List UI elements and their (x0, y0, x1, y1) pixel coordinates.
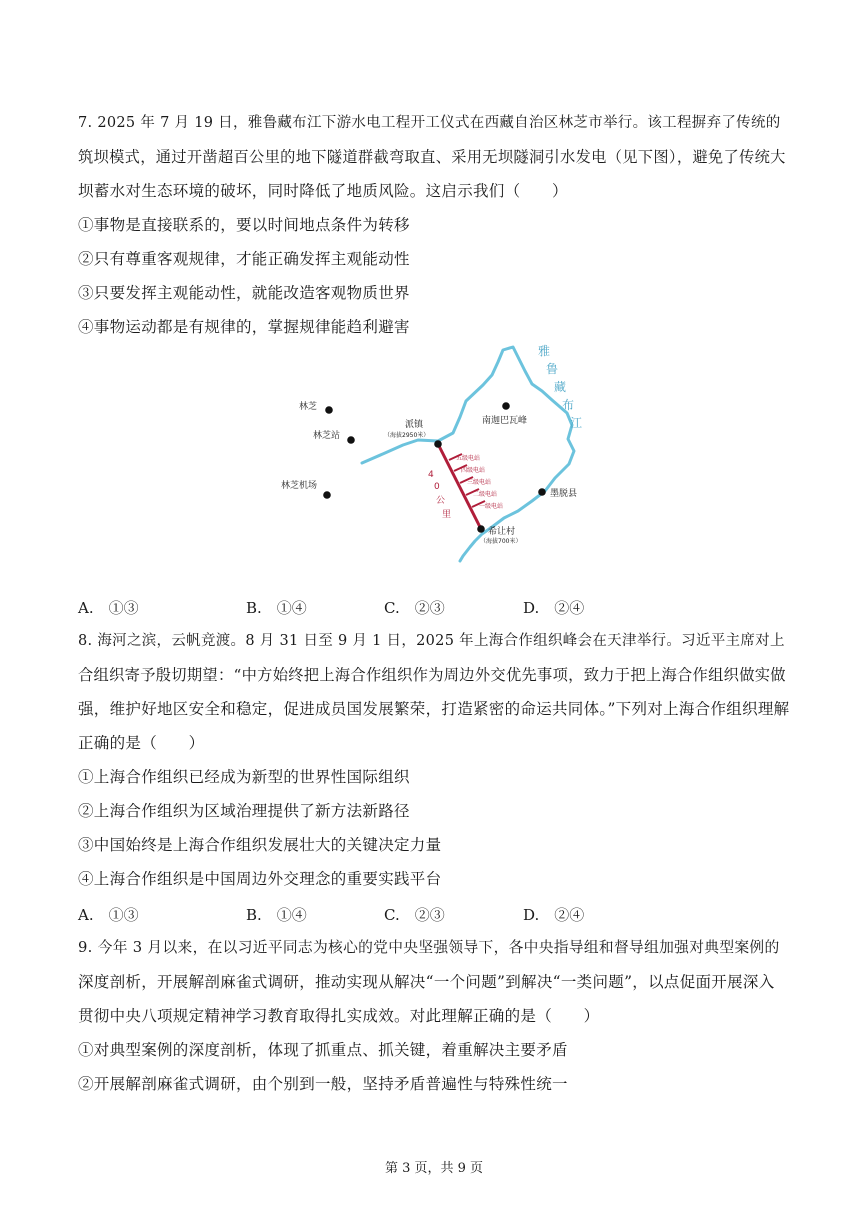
q8-option-a[interactable]: A. ①③ (78, 906, 139, 924)
q8-stem-line-2: 合组织寄予殷切期望：“中方始终把上海合作组织作为周边外交优先事项，致力于把上海合作组织做实做 (78, 666, 786, 684)
q8-option-b[interactable]: B. ①④ (246, 906, 307, 924)
q9-stem-line-3: 贯彻中央八项规定精神学习教育取得扎实成效。对此理解正确的是（ ） (78, 1007, 600, 1025)
q7-stem-line-1: 7. 2025 年 7 月 19 日，雅鲁藏布江下游水电工程开工仪式在西藏自治区林芝市举行。该工程摒弃了传统的 (78, 115, 781, 131)
xirang-altitude: （海拔700米） (480, 538, 522, 545)
tunnel-label-char-2: 0 (434, 482, 440, 492)
q9-statement-2: ②开展解剖麻雀式调研，由个别到一般，坚持矛盾普遍性与特殊性统一 (78, 1075, 568, 1093)
station-label-4: 四级电站 (461, 467, 486, 474)
q7-statement-4: ④事物运动都是有规律的，掌握规律能趋利避害 (78, 318, 410, 336)
linzhi-airport-label: 林芝机场 (281, 481, 318, 491)
station-label-3: 三级电站 (467, 479, 492, 486)
tunnel-label-char-1: 4 (428, 470, 434, 480)
namcha-barwa-dot (502, 402, 510, 410)
q7-option-b[interactable]: B. ①④ (246, 599, 307, 617)
xirang-label: 希让村 (488, 527, 516, 537)
station-label-2: 二级电站 (473, 491, 498, 498)
hydropower-map (270, 335, 610, 565)
paizhen-label: 派镇 (405, 420, 424, 430)
medog-label: 墨脱县 (550, 489, 578, 499)
medog-dot (538, 488, 546, 496)
station-label-1: 一级电站 (479, 503, 504, 510)
river-label-char-3: 藏 (554, 380, 567, 394)
paizhen-altitude: （海拔2950米） (384, 432, 430, 439)
linzhi-station-label: 林芝站 (313, 431, 341, 441)
q7-stem-line-2: 筑坝模式，通过开凿超百公里的地下隧道群截弯取直、采用无坝隧洞引水发电（见下图），避免了传统大 (78, 148, 786, 166)
linzhi-airport-dot (323, 491, 331, 499)
q7-statement-3: ③只要发挥主观能动性，就能改造客观物质世界 (78, 284, 410, 302)
q8-stem-line-1: 8. 海河之滨，云帆竞渡。8 月 31 日至 9 月 1 日，2025 年上海合作组织峰会在天津举行。习近平主席对上 (78, 633, 785, 649)
q7-statement-2: ②只有尊重客观规律，才能正确发挥主观能动性 (78, 250, 410, 268)
linzhi-dot (325, 406, 333, 414)
linzhi-station-dot (347, 436, 355, 444)
linzhi-label: 林芝 (299, 402, 318, 412)
river-path (362, 347, 574, 561)
q8-statement-2: ②上海合作组织为区域治理提供了新方法新路径 (78, 802, 410, 820)
xirang-dot (477, 525, 485, 533)
q8-option-c[interactable]: C. ②③ (384, 906, 445, 924)
q8-statement-1: ①上海合作组织已经成为新型的世界性国际组织 (78, 768, 410, 786)
tunnel-label-char-3: 公 (436, 496, 446, 506)
q7-option-a[interactable]: A. ①③ (78, 599, 139, 617)
q8-stem-line-3: 强，维护好地区安全和稳定，促进成员国发展繁荣，打造紧密的命运共同体。”下列对上海合作组织理解 (78, 700, 790, 718)
q7-statement-1: ①事物是直接联系的，要以时间地点条件为转移 (78, 216, 410, 234)
river-label-char-1: 雅 (538, 344, 551, 358)
station-label-5: 五级电站 (456, 455, 481, 462)
q9-stem-line-2: 深度剖析，开展解剖麻雀式调研，推动实现从解决“一个问题”到解决“一类问题”，以点促面开展深入 (78, 973, 775, 991)
q8-option-d[interactable]: D. ②④ (523, 906, 585, 924)
q7-stem-line-3: 坝蓄水对生态环境的破坏，同时降低了地质风险。这启示我们（ ） (78, 182, 568, 200)
q7-option-c[interactable]: C. ②③ (384, 599, 445, 617)
paizhen-dot (434, 440, 442, 448)
page-number: 第 3 页，共 9 页 (384, 1161, 484, 1176)
tunnel-label-char-4: 里 (442, 510, 452, 520)
river-label-char-2: 鲁 (546, 362, 559, 376)
q8-statement-4: ④上海合作组织是中国周边外交理念的重要实践平台 (78, 870, 442, 888)
q9-stem-line-1: 9. 今年 3 月以来，在以习近平同志为核心的党中央坚强领导下，各中央指导组和督导组加强对典型案例的 (78, 939, 780, 956)
river-label-char-4: 布 (562, 398, 575, 412)
q8-statement-3: ③中国始终是上海合作组织发展壮大的关键决定力量 (78, 836, 442, 854)
river-label-char-5: 江 (570, 416, 583, 430)
q8-stem-line-4: 正确的是（ ） (78, 734, 205, 752)
q7-option-d[interactable]: D. ②④ (523, 599, 585, 617)
q9-statement-1: ①对典型案例的深度剖析，体现了抓重点、抓关键，着重解决主要矛盾 (78, 1041, 568, 1059)
namcha-barwa-label: 南迦巴瓦峰 (482, 416, 528, 426)
